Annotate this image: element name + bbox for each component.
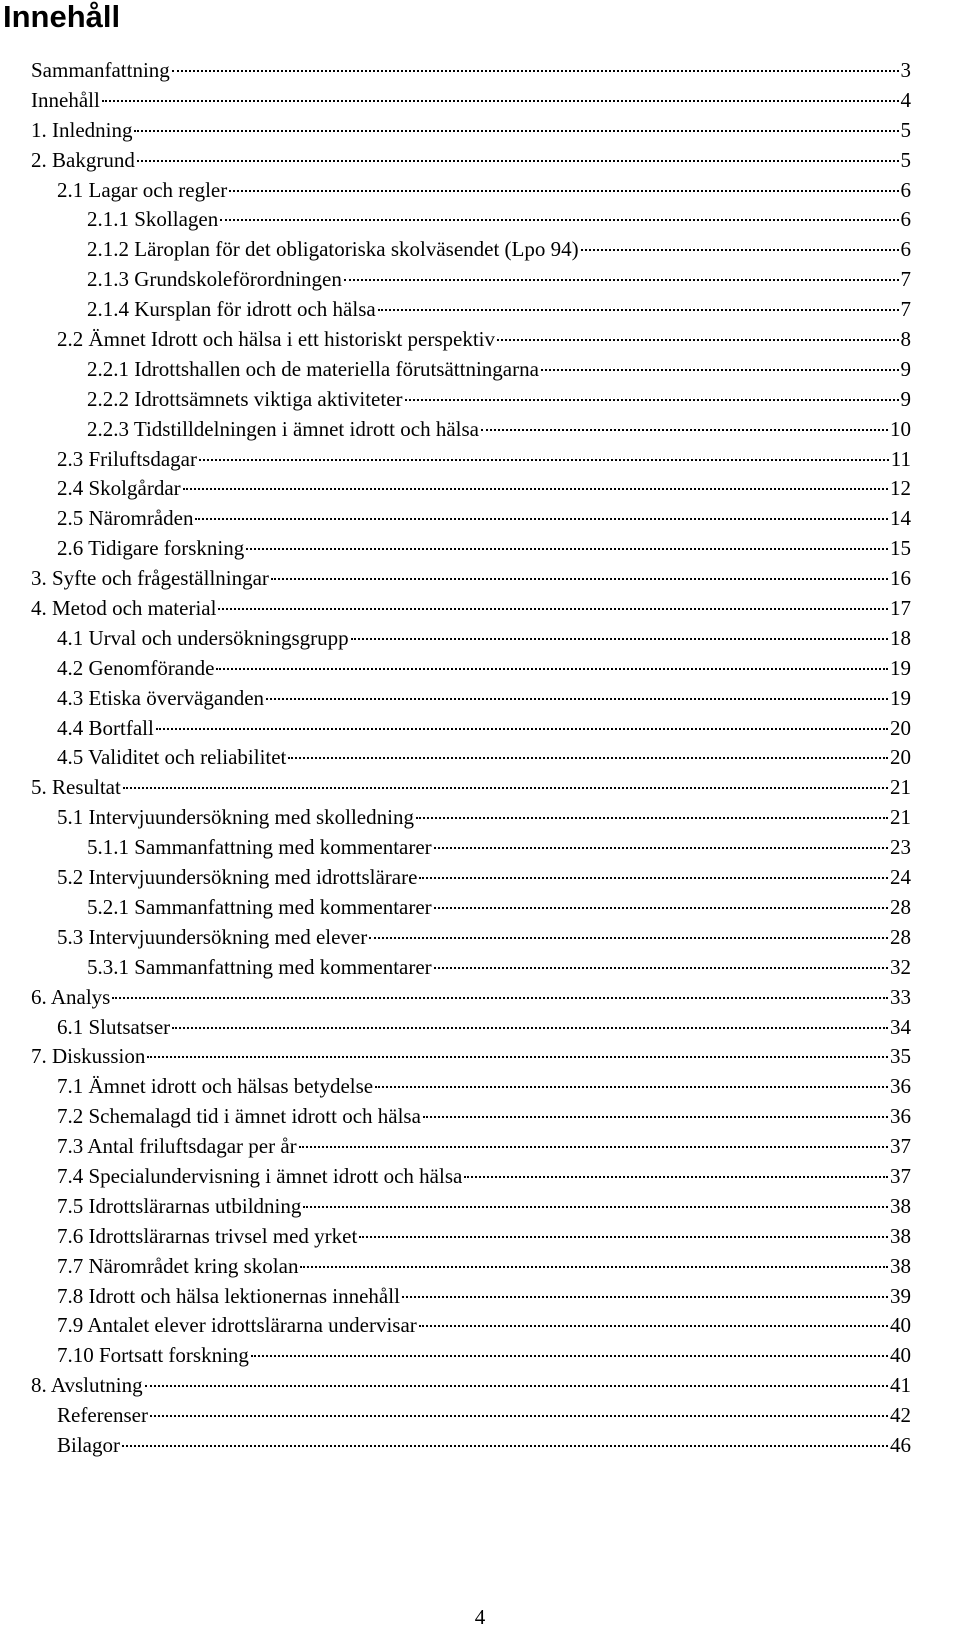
toc-entry-page: 21 [890, 805, 911, 830]
toc-entry-title: 5. Resultat [31, 775, 121, 800]
toc-entry-page: 7 [900, 267, 911, 292]
dot-leader [344, 279, 899, 281]
toc-entry[interactable] [31, 176, 911, 206]
toc-entry[interactable] [31, 385, 911, 415]
toc-entry[interactable] [31, 116, 911, 146]
toc-entry-page: 7 [900, 297, 911, 322]
toc-entry-page: 3 [900, 58, 911, 82]
toc-entry-title: 8. Avslutning [31, 1373, 143, 1398]
toc-entry-title: 5.1 Intervjuundersökning med skolledning [57, 805, 414, 830]
toc-entry[interactable] [31, 86, 911, 116]
toc-entry-title: 7.8 Idrott och hälsa lektionernas innehåll [57, 1283, 400, 1308]
toc-entry-page: 40 [890, 1313, 911, 1338]
toc-entry[interactable] [31, 1162, 911, 1192]
toc-entry-page: 34 [890, 1014, 911, 1039]
toc-entry[interactable] [31, 1282, 911, 1312]
toc-entry-page: 38 [890, 1253, 911, 1278]
dot-leader [303, 1206, 888, 1208]
dot-leader [423, 1116, 888, 1118]
toc-entry-title: 2.1.1 Skollagen [87, 207, 219, 232]
toc-entry[interactable] [31, 504, 911, 534]
toc-entry-page: 20 [890, 715, 911, 740]
dot-leader [172, 1027, 888, 1029]
dot-leader [220, 219, 898, 221]
toc-entry-page: 28 [890, 924, 911, 949]
dot-leader [288, 757, 888, 759]
toc-entry-page: 36 [890, 1074, 911, 1099]
toc-entry[interactable] [31, 983, 911, 1013]
toc-entry-title: 5.3 Intervjuundersökning med elever [57, 924, 368, 949]
toc-entry-page: 15 [890, 536, 911, 561]
table-of-contents [31, 56, 911, 1461]
toc-entry-page: 37 [890, 1163, 911, 1188]
toc-entry[interactable] [31, 474, 911, 504]
toc-entry-title: 4.5 Validitet och reliabilitet [57, 745, 287, 770]
toc-entry-title: 2.4 Skolgårdar [57, 476, 181, 501]
toc-entry-title: 5.2.1 Sammanfattning med kommentarer [87, 894, 432, 919]
toc-entry-title: 2.2.2 Idrottsämnets viktiga aktiviteter [87, 386, 403, 411]
dot-leader [416, 817, 888, 819]
dot-leader [464, 1176, 888, 1178]
toc-entry-title: 4.1 Urval och undersökningsgrupp [57, 625, 349, 650]
dot-leader [216, 668, 888, 670]
dot-leader [351, 638, 888, 640]
toc-entry-title: 2.1.3 Grundskoleförordningen [87, 267, 342, 292]
dot-leader [419, 1325, 888, 1327]
toc-entry-title: 7.9 Antalet elever idrottslärarna undervisar [57, 1313, 417, 1338]
toc-entry-page: 35 [890, 1044, 911, 1069]
toc-entry[interactable] [31, 803, 911, 833]
toc-entry-page: 42 [890, 1403, 911, 1428]
toc-entry[interactable] [31, 594, 911, 624]
toc-entry[interactable] [31, 1431, 911, 1461]
dot-leader [246, 548, 888, 550]
dot-leader [229, 190, 898, 192]
toc-entry[interactable] [31, 654, 911, 684]
toc-entry-title: Bilagor [57, 1432, 120, 1457]
toc-entry[interactable] [31, 1252, 911, 1282]
dot-leader [497, 339, 898, 341]
toc-entry[interactable] [31, 893, 911, 923]
toc-entry-page: 6 [900, 177, 911, 202]
toc-entry-title: 4.4 Bortfall [57, 715, 154, 740]
dot-leader [434, 847, 888, 849]
dot-leader [199, 459, 889, 461]
toc-entry-title: 2.2 Ämnet Idrott och hälsa i ett historiskt perspektiv [57, 327, 496, 352]
toc-entry[interactable] [31, 1311, 911, 1341]
dot-leader [134, 130, 898, 132]
dot-leader [156, 728, 888, 730]
toc-entry[interactable] [31, 534, 911, 564]
dot-leader [218, 608, 888, 610]
toc-entry-title: 7.10 Fortsatt forskning [57, 1343, 249, 1368]
toc-entry-page: 18 [890, 625, 911, 650]
toc-entry[interactable] [31, 265, 911, 295]
toc-entry[interactable] [31, 714, 911, 744]
dot-leader [581, 249, 899, 251]
toc-entry-title: 2.5 Närområden [57, 506, 194, 531]
dot-leader [419, 877, 888, 879]
dot-leader [145, 1385, 888, 1387]
toc-entry[interactable] [31, 1192, 911, 1222]
dot-leader [122, 1445, 888, 1447]
toc-entry-title: 4. Metod och material [31, 596, 217, 621]
toc-entry-title: 2.3 Friluftsdagar [57, 446, 197, 471]
dot-leader [147, 1056, 888, 1058]
toc-entry[interactable] [31, 1371, 911, 1401]
page-title: Innehåll [3, 0, 121, 34]
toc-entry-title: 2.2.1 Idrottshallen och de materiella förutsättningarna [87, 356, 539, 381]
dot-leader [434, 907, 888, 909]
dot-leader [112, 997, 888, 999]
dot-leader [102, 100, 899, 102]
toc-entry[interactable] [31, 1132, 911, 1162]
toc-entry[interactable] [31, 624, 911, 654]
toc-entry-title: 7.5 Idrottslärarnas utbildning [57, 1193, 302, 1218]
toc-entry-title: Referenser [57, 1403, 148, 1428]
toc-entry[interactable] [31, 923, 911, 953]
dot-leader [123, 787, 888, 789]
toc-entry[interactable] [31, 833, 911, 863]
toc-entry-title: 7.2 Schemalagd tid i ämnet idrott och hälsa [57, 1104, 421, 1129]
toc-entry[interactable] [31, 205, 911, 235]
dot-leader [359, 1236, 888, 1238]
toc-entry-page: 32 [890, 954, 911, 979]
toc-entry[interactable] [31, 953, 911, 983]
toc-entry-page: 12 [890, 476, 911, 501]
toc-entry[interactable] [31, 564, 911, 594]
dot-leader [300, 1266, 888, 1268]
toc-entry-page: 21 [890, 775, 911, 800]
toc-entry[interactable] [31, 1042, 911, 1072]
toc-entry-page: 4 [900, 87, 911, 112]
toc-entry[interactable] [31, 773, 911, 803]
toc-entry-title: 7.7 Närområdet kring skolan [57, 1253, 299, 1278]
toc-entry-page: 6 [900, 237, 911, 262]
toc-entry-title: 2.1.4 Kursplan för idrott och hälsa [87, 297, 376, 322]
toc-entry-title: 7. Diskussion [31, 1044, 146, 1069]
toc-entry-page: 8 [900, 327, 911, 352]
toc-entry[interactable] [31, 684, 911, 714]
toc-entry[interactable] [31, 295, 911, 325]
toc-entry-title: 4.3 Etiska överväganden [57, 685, 265, 710]
toc-entry-page: 5 [900, 117, 911, 142]
toc-entry-page: 39 [890, 1283, 911, 1308]
toc-entry-title: Sammanfattning [31, 58, 170, 82]
toc-entry-page: 19 [890, 655, 911, 680]
toc-entry[interactable] [31, 146, 911, 176]
toc-entry[interactable] [31, 1222, 911, 1252]
dot-leader [434, 967, 888, 969]
dot-leader [150, 1415, 888, 1417]
toc-entry[interactable] [31, 325, 911, 355]
toc-entry-page: 5 [900, 147, 911, 172]
dot-leader [271, 578, 888, 580]
toc-entry-page: 20 [890, 745, 911, 770]
toc-entry-title: 5.3.1 Sammanfattning med kommentarer [87, 954, 432, 979]
toc-entry-page: 38 [890, 1223, 911, 1248]
toc-entry-title: 7.1 Ämnet idrott och hälsas betydelse [57, 1074, 374, 1099]
dot-leader [378, 309, 899, 311]
dot-leader [299, 1146, 888, 1148]
toc-entry-title: 5.1.1 Sammanfattning med kommentarer [87, 835, 432, 860]
toc-entry[interactable] [31, 415, 911, 445]
toc-entry-page: 40 [890, 1343, 911, 1368]
toc-entry-title: 7.3 Antal friluftsdagar per år [57, 1134, 297, 1159]
dot-leader [369, 937, 888, 939]
toc-entry-title: 7.6 Idrottslärarnas trivsel med yrket [57, 1223, 358, 1248]
toc-entry-page: 9 [900, 386, 911, 411]
toc-entry-page: 23 [890, 835, 911, 860]
toc-entry[interactable] [31, 743, 911, 773]
dot-leader [375, 1086, 888, 1088]
toc-entry-title: 1. Inledning [31, 117, 133, 142]
dot-leader [183, 488, 888, 490]
toc-entry-page: 24 [890, 865, 911, 890]
toc-entry-page: 16 [890, 566, 911, 591]
toc-entry-page: 11 [890, 446, 911, 471]
toc-entry-title: 2.2.3 Tidstilldelningen i ämnet idrott och hälsa [87, 416, 479, 441]
dot-leader [541, 369, 899, 371]
toc-entry-page: 9 [900, 356, 911, 381]
toc-entry-page: 14 [890, 506, 911, 531]
toc-entry-title: 4.2 Genomförande [57, 655, 215, 680]
toc-entry-page: 28 [890, 894, 911, 919]
toc-entry-title: 6. Analys [31, 984, 111, 1009]
toc-entry-title: 7.4 Specialundervisning i ämnet idrott och hälsa [57, 1163, 463, 1188]
dot-leader [195, 518, 888, 520]
toc-entry-page: 6 [900, 207, 911, 232]
toc-entry-title: 2. Bakgrund [31, 147, 135, 172]
dot-leader [266, 698, 888, 700]
dot-leader [402, 1296, 888, 1298]
toc-entry-page: 10 [890, 416, 911, 441]
dot-leader [481, 429, 888, 431]
toc-entry-title: 2.1 Lagar och regler [57, 177, 228, 202]
toc-entry-page: 17 [890, 596, 911, 621]
toc-entry-title: 2.6 Tidigare forskning [57, 536, 245, 561]
toc-entry-page: 37 [890, 1134, 911, 1159]
toc-entry[interactable] [31, 1013, 911, 1043]
toc-entry-page: 19 [890, 685, 911, 710]
toc-entry[interactable] [31, 355, 911, 385]
toc-entry-title: 5.2 Intervjuundersökning med idrottslärare [57, 865, 418, 890]
dot-leader [137, 160, 899, 162]
toc-entry[interactable] [31, 1401, 911, 1431]
toc-entry[interactable] [31, 1102, 911, 1132]
toc-entry[interactable] [31, 56, 911, 86]
toc-entry-title: 3. Syfte och frågeställningar [31, 566, 269, 591]
toc-entry[interactable] [31, 1341, 911, 1371]
toc-entry[interactable] [31, 1072, 911, 1102]
toc-entry-page: 38 [890, 1193, 911, 1218]
toc-entry-page: 41 [890, 1373, 911, 1398]
toc-entry[interactable] [31, 863, 911, 893]
dot-leader [405, 399, 899, 401]
toc-entry-title: 2.1.2 Läroplan för det obligatoriska skolväsendet (Lpo 94) [87, 237, 579, 262]
toc-entry-page: 36 [890, 1104, 911, 1129]
dot-leader [251, 1355, 888, 1357]
toc-entry[interactable] [31, 445, 911, 475]
toc-entry-title: 6.1 Slutsatser [57, 1014, 171, 1039]
page-number: 4 [474, 1605, 486, 1629]
toc-entry-page: 46 [890, 1432, 911, 1457]
toc-entry-title: Innehåll [31, 87, 100, 112]
dot-leader [172, 70, 899, 72]
toc-entry[interactable] [31, 235, 911, 265]
toc-entry-page: 33 [890, 984, 911, 1009]
